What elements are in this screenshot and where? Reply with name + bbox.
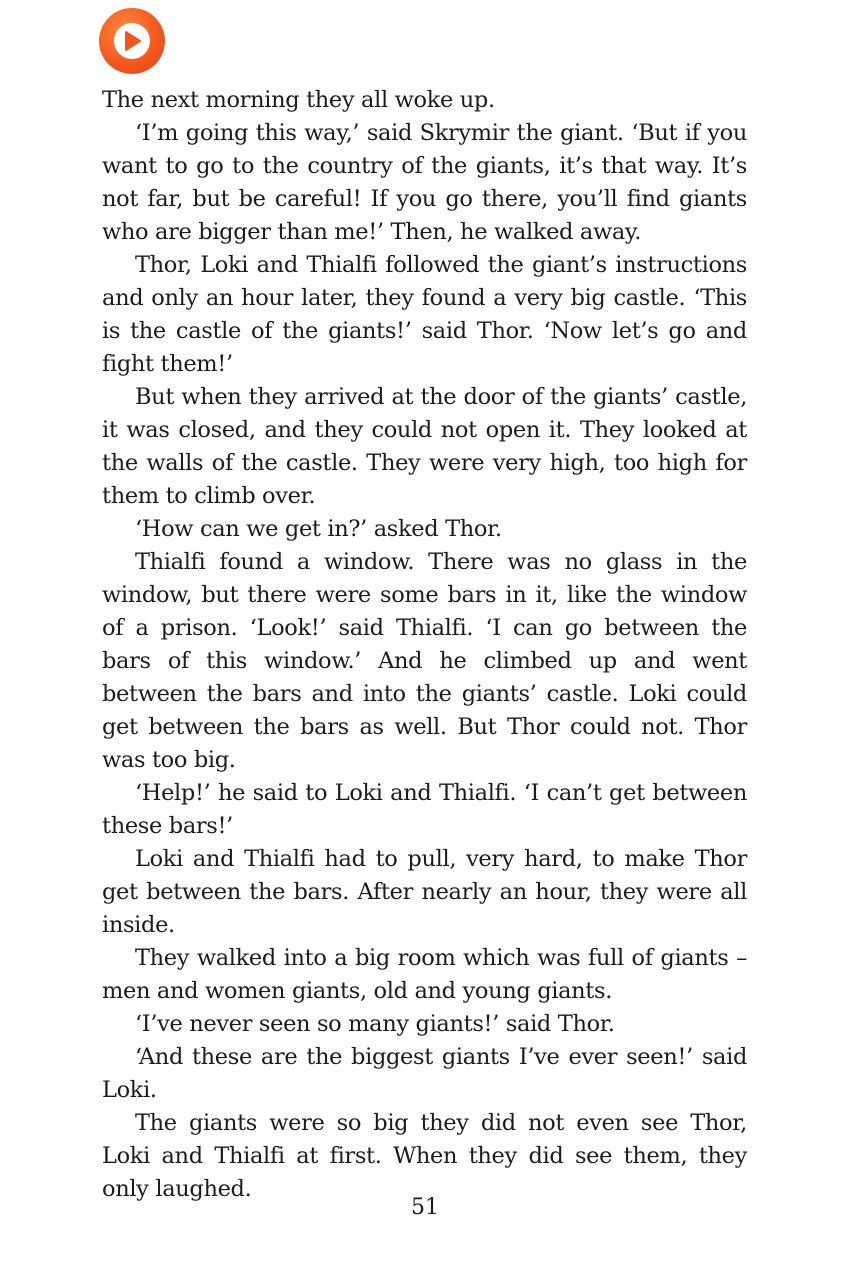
paragraph: ‘Help!’ he said to Loki and Thialfi. ‘I can’t get between these bars!’ — [102, 780, 747, 839]
paragraph: They walked into a big room which was full of giants – men and women giants, old and young giants. — [102, 945, 747, 1004]
paragraph: ‘I’m going this way,’ said Skrymir the giant. ‘But if you want to go to the country of the giants, it’s that way. It’s not far, but be careful! If you go there, you’ll find giants who are bigger than me!’ Then, he walked away. — [102, 120, 747, 245]
paragraph: ‘I’ve never seen so many giants!’ said Thor. — [135, 1011, 615, 1037]
paragraph: ‘And these are the biggest giants I’ve ever seen!’ said Loki. — [102, 1044, 747, 1103]
paragraph: The giants were so big they did not even see Thor, Loki and Thialfi at first. When they did see them, they only laughed. — [102, 1110, 747, 1202]
page-number: 51 — [411, 1195, 439, 1220]
paragraph: Thor, Loki and Thialfi followed the giant’s instructions and only an hour later, they found a very big castle. ‘This is the castle of the giants!’ said Thor. ‘Now let’s go and fight them!’ — [102, 252, 747, 377]
play-icon — [122, 30, 142, 52]
paragraph: Loki and Thialfi had to pull, very hard, to make Thor get between the bars. After nearly an hour, they were all inside. — [102, 846, 747, 938]
paragraph: But when they arrived at the door of the giants’ castle, it was closed, and they could not open it. They looked at the walls of the castle. They were very high, too high for them to climb over. — [102, 384, 747, 509]
play-icon-circle — [114, 23, 150, 59]
paragraph: The next morning they all woke up. — [102, 87, 495, 113]
page-body — [102, 84, 747, 1206]
play-button[interactable] — [99, 8, 165, 74]
paragraph: ‘How can we get in?’ asked Thor. — [135, 516, 502, 542]
paragraph: Thialfi found a window. There was no glass in the window, but there were some bars in it, like the window of a prison. ‘Look!’ said Thialfi. ‘I can go between the bars of this window.’ And he climbed up and went between the bars and into the giants’ castle. Loki could get between the bars as well. But Thor could not. Thor was too big. — [102, 549, 747, 773]
